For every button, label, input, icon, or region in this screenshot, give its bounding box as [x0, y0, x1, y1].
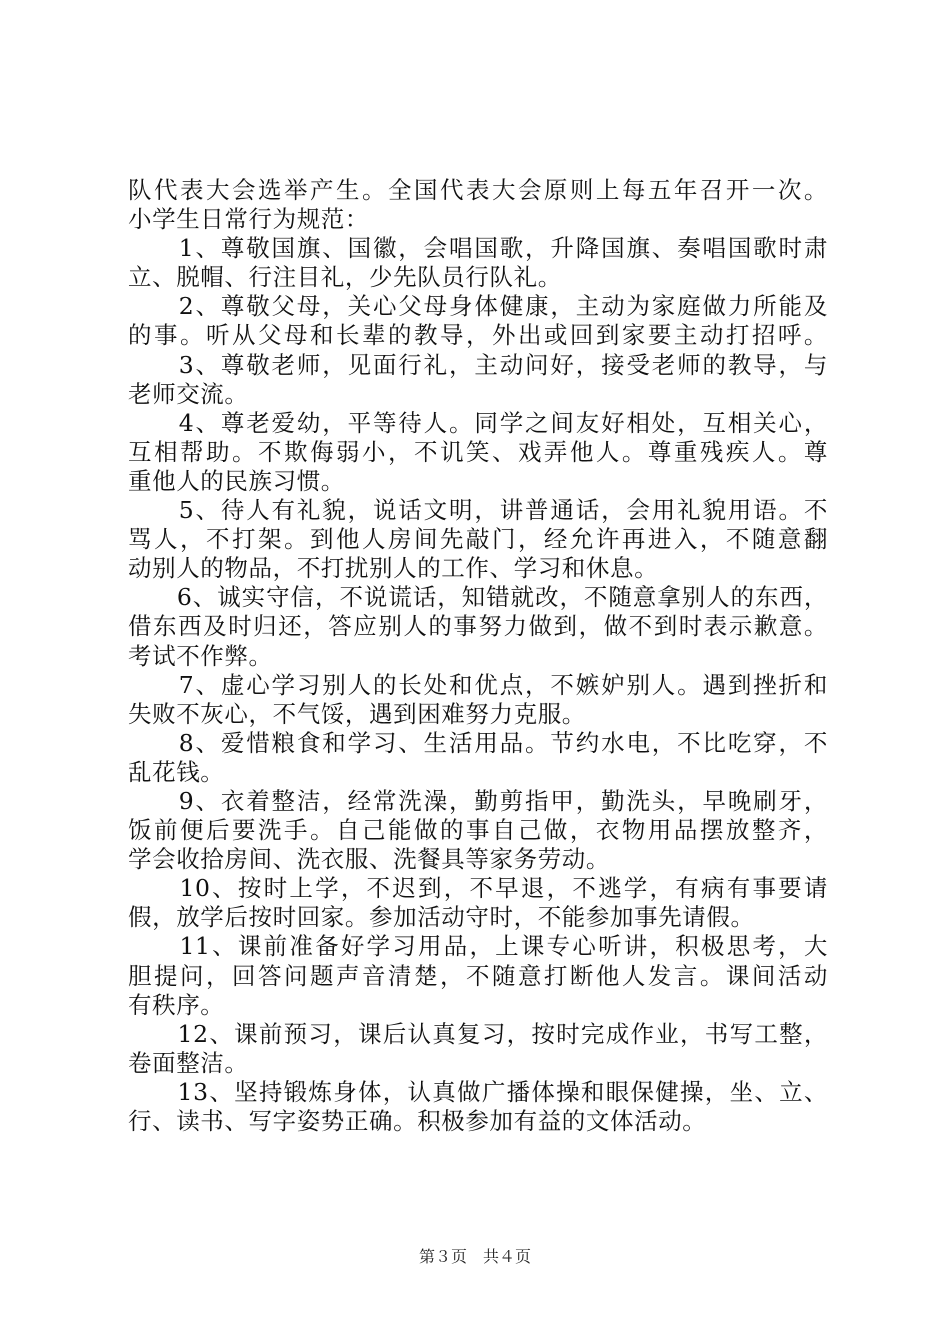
- text-line: 5、待人有礼貌，说话文明，讲普通话，会用礼貌用语。不: [128, 496, 828, 525]
- text-line: 9、衣着整洁，经常洗澡，勤剪指甲，勤洗头，早晚刷牙，: [128, 786, 828, 815]
- text-line: 乱花钱。: [128, 757, 225, 786]
- text-line: 老师交流。: [128, 379, 249, 408]
- text-line: 2、尊敬父母，关心父母身体健康，主动为家庭做力所能及: [128, 292, 828, 321]
- text-line: 小学生日常行为规范：: [128, 205, 369, 234]
- text-line: 重他人的民族习惯。: [128, 466, 345, 495]
- text-line: 行、读书、写字姿势正确。积极参加有益的文体活动。: [128, 1107, 707, 1135]
- document-body: [128, 176, 828, 1136]
- text-line: 12、课前预习，课后认真复习，按时完成作业，书写工整，: [128, 1019, 828, 1048]
- text-line: 立、脱帽、行注目礼，少先队员行队礼。: [128, 263, 562, 292]
- text-line: 互相帮助。不欺侮弱小，不讥笑、戏弄他人。尊重残疾人。尊: [128, 437, 828, 466]
- text-line: 失败不灰心，不气馁，遇到困难努力克服。: [128, 699, 586, 728]
- text-line: 3、尊敬老师，见面行礼，主动问好，接受老师的教导，与: [128, 350, 828, 379]
- text-line: 卷面整洁。: [128, 1048, 249, 1077]
- text-line: 饭前便后要洗手。自己能做的事自己做，衣物用品摆放整齐，: [128, 816, 828, 845]
- text-line: 11、课前准备好学习用品，上课专心听讲，积极思考，大: [128, 932, 828, 961]
- text-line: 13、坚持锻炼身体，认真做广播体操和眼保健操，坐、立、: [128, 1077, 828, 1106]
- text-line: 6、诚实守信，不说谎话，知错就改，不随意拿别人的东西，: [128, 583, 828, 612]
- text-line: 8、爱惜粮食和学习、生活用品。节约水电，不比吃穿，不: [128, 728, 828, 757]
- text-line: 的事。听从父母和长辈的教导，外出或回到家要主动打招呼。: [128, 321, 828, 350]
- text-line: 7、虚心学习别人的长处和优点，不嫉妒别人。遇到挫折和: [128, 670, 828, 699]
- text-line: 借东西及时归还，答应别人的事努力做到，做不到时表示歉意。: [128, 612, 828, 641]
- text-line: 队代表大会选举产生。全国代表大会原则上每五年召开一次。: [128, 176, 828, 204]
- text-line: 4、尊老爱幼，平等待人。同学之间友好相处，互相关心，: [128, 408, 828, 437]
- text-line: 胆提问，回答问题声音清楚，不随意打断他人发言。课间活动: [128, 961, 828, 990]
- text-line: 1、尊敬国旗、国徽，会唱国歌，升降国旗、奏唱国歌时肃: [128, 234, 828, 263]
- text-line: 学会收拾房间、洗衣服、洗餐具等家务劳动。: [128, 845, 610, 874]
- text-line: 动别人的物品，不打扰别人的工作、学习和休息。: [128, 554, 659, 583]
- text-line: 10、按时上学，不迟到，不早退，不逃学，有病有事要请: [128, 874, 828, 903]
- text-line: 骂人，不打架。到他人房间先敲门，经允许再进入，不随意翻: [128, 525, 828, 554]
- page-number-footer: 第３页 共４页: [418, 1247, 531, 1266]
- text-line: 考试不作弊。: [128, 641, 273, 670]
- text-line: 有秩序。: [128, 990, 225, 1019]
- text-line: 假，放学后按时回家。参加活动守时，不能参加事先请假。: [128, 903, 755, 932]
